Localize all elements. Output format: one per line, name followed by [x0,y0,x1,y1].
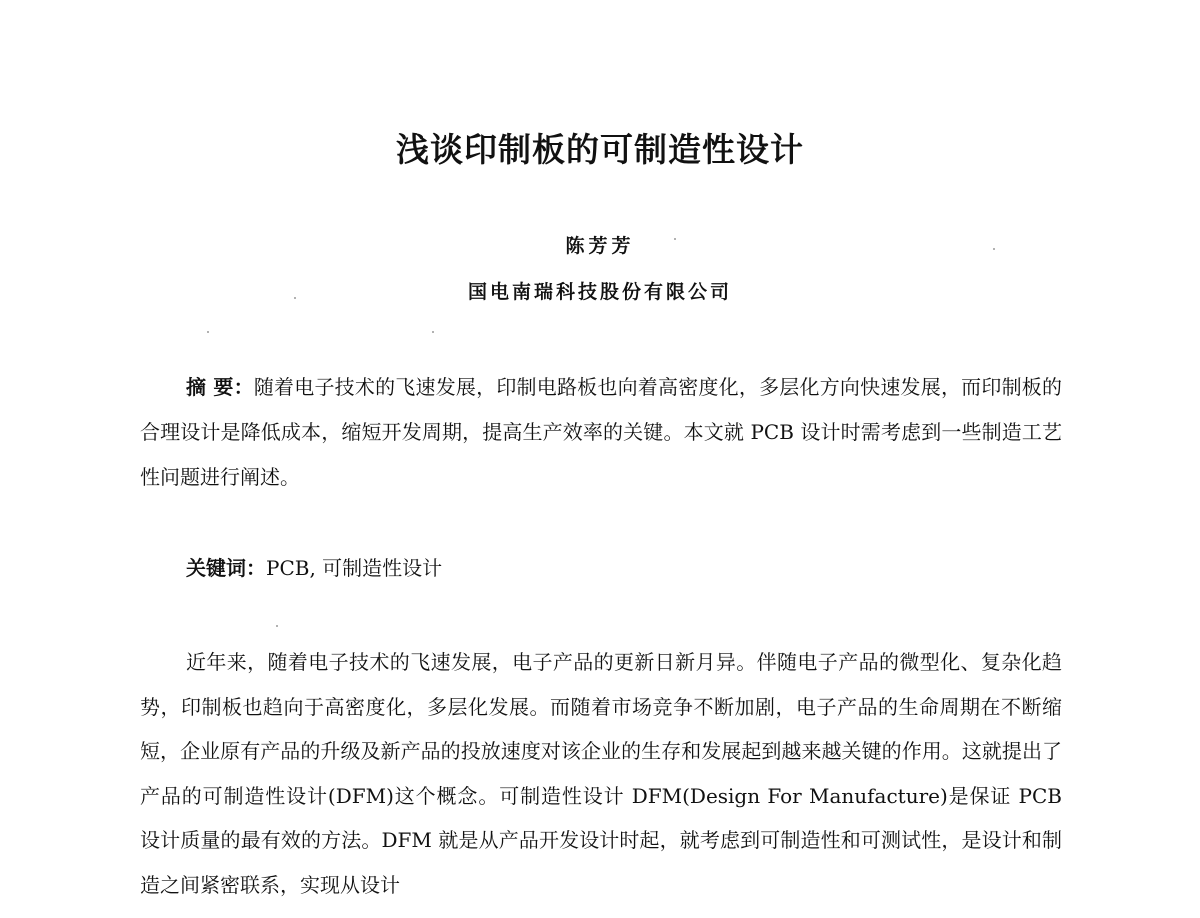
scan-speck [432,331,434,333]
abstract-text: 随着电子技术的飞速发展，印制电路板也向着高密度化，多层化方向快速发展，而印制板的合理设计是降低成本，缩短开发周期，提高生产效率的关键。本文就 PCB 设计时需考虑到一些制造工艺性问题进行阐述。 [140,375,1063,489]
body-paragraph: 近年来，随着电子技术的飞速发展，电子产品的更新日新月异。伴随电子产品的微型化、复杂化趋势，印制板也趋向于高密度化，多层化发展。而随着市场竞争不断加剧，电子产品的生命周期在不断缩短，企业原有产品的升级及新产品的投放速度对该企业的生存和发展起到越来越关键的作用。这就提出了产品的可制造性设计(DFM)这个概念。可制造性设计 DFM(Design For Manufacture)是保证 PCB 设计质量的最有效的方法。DFM 就是从产品开发设计时起，就考虑到可制造性和可测试性，是设计和制造之间紧密联系，实现从设计 [140,650,1062,897]
scan-speck [276,625,278,627]
abstract-paragraph [140,365,1062,500]
keywords-label: 关键词： [186,556,266,580]
scan-speck [294,297,296,299]
scan-speck [674,238,676,240]
author-affiliation: 国电南瑞科技股份有限公司 [467,281,732,303]
author-name: 陈芳芳 [565,235,635,257]
paper-title: 浅谈印制板的可制造性设计 [396,130,804,169]
scan-speck [207,331,209,333]
abstract-label: 摘 要： [186,375,254,399]
keywords-text: PCB, 可制造性设计 [266,556,443,580]
scan-speck [993,248,995,250]
keywords-line [186,551,442,585]
